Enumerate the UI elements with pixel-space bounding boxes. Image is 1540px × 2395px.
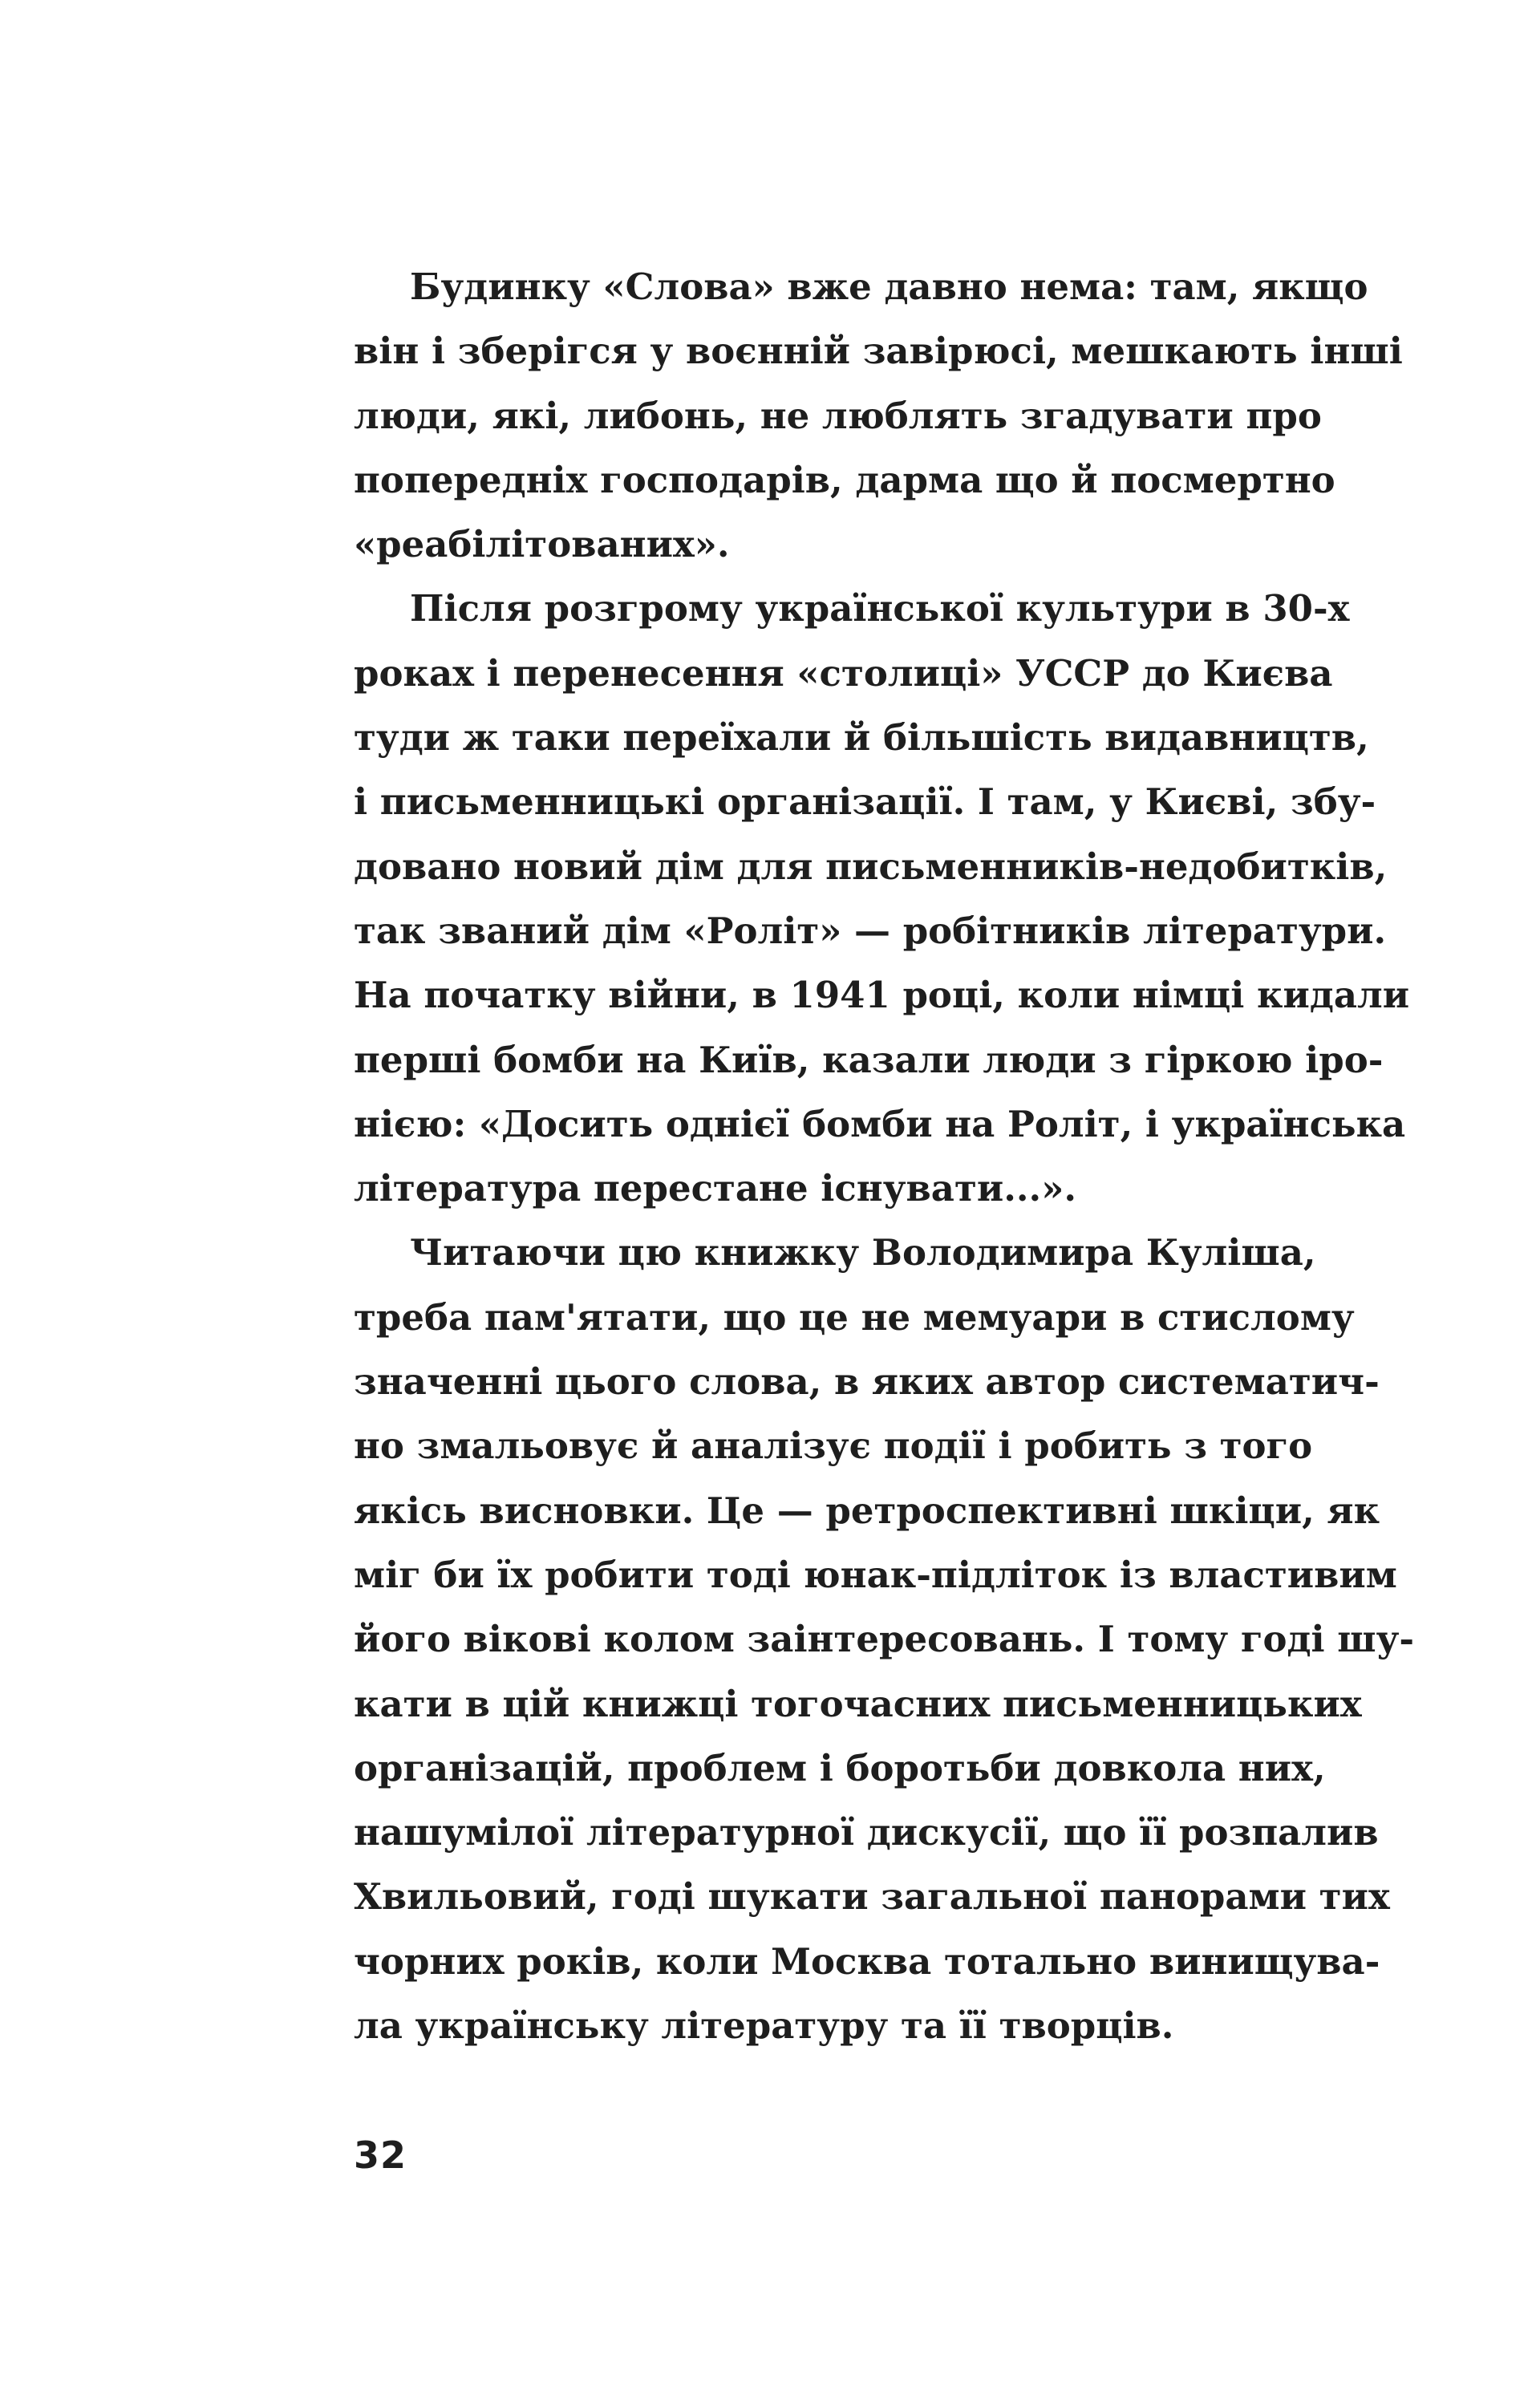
- text-line: чорних років, коли Москва тотально винищува-: [354, 1939, 1380, 1983]
- text-line: і письменницькі організації. І там, у Києві, збу-: [354, 780, 1376, 824]
- text-line: Будинку «Слова» вже давно нема: там, якщо: [410, 265, 1368, 308]
- text-line: роках і перенесення «столиці» УССР до Києва: [354, 651, 1333, 695]
- text-line: кати в цій книжці тогочасних письменницьких: [354, 1682, 1362, 1725]
- text-line: На початку війни, в 1941 році, коли німці кидали: [354, 974, 1410, 1017]
- text-line: нією: «Досить однієї бомби на Роліт, і українська: [354, 1102, 1406, 1145]
- text-line: туди ж таки переїхали й більшість видавництв,: [354, 716, 1369, 760]
- text-line: попередніх господарів, дарма що й посмертно: [354, 458, 1335, 501]
- text-line: Читаючи цю книжку Володимира Куліша,: [410, 1231, 1316, 1274]
- text-line: люди, які, либонь, не люблять згадувати про: [354, 394, 1322, 437]
- text-line: ла українську літературу та її творців.: [354, 2004, 1174, 2048]
- text-line: література перестане існувати...».: [354, 1167, 1076, 1210]
- text-line: так званий дім «Роліт» — робітників літератури.: [354, 909, 1387, 952]
- text-line: «реабілітованих».: [354, 523, 730, 566]
- text-line: міг би їх робити тоді юнак-підліток із властивим: [354, 1553, 1397, 1596]
- text-line: довано новий дім для письменників-недобитків,: [354, 845, 1388, 888]
- text-line: перші бомби на Київ, казали люди з гіркою іро-: [354, 1038, 1384, 1081]
- page-number: 32: [354, 2134, 407, 2177]
- text-line: він і зберігся у воєнній завірюсі, мешкають інші: [354, 330, 1403, 373]
- text-line: організацій, проблем і боротьби довкола них,: [354, 1746, 1326, 1789]
- text-line: якісь висновки. Це — ретроспективні шкіци, як: [354, 1489, 1380, 1532]
- text-line: Хвильовий, годі шукати загальної панорами тих: [354, 1875, 1390, 1919]
- text-line: треба пам'ятати, що це не мемуари в стислому: [354, 1295, 1355, 1339]
- text-line: но змальовує й аналізує події і робить з того: [354, 1424, 1313, 1468]
- text-line: його вікові колом заінтересовань. І тому годі шу-: [354, 1618, 1415, 1661]
- text-line: значенні цього слова, в яких автор систематич-: [354, 1360, 1380, 1404]
- text-line: нашумілої літературної дискусії, що її розпалив: [354, 1811, 1379, 1854]
- text-line: Після розгрому української культури в 30-х: [410, 587, 1350, 630]
- body-text: [354, 255, 1415, 2058]
